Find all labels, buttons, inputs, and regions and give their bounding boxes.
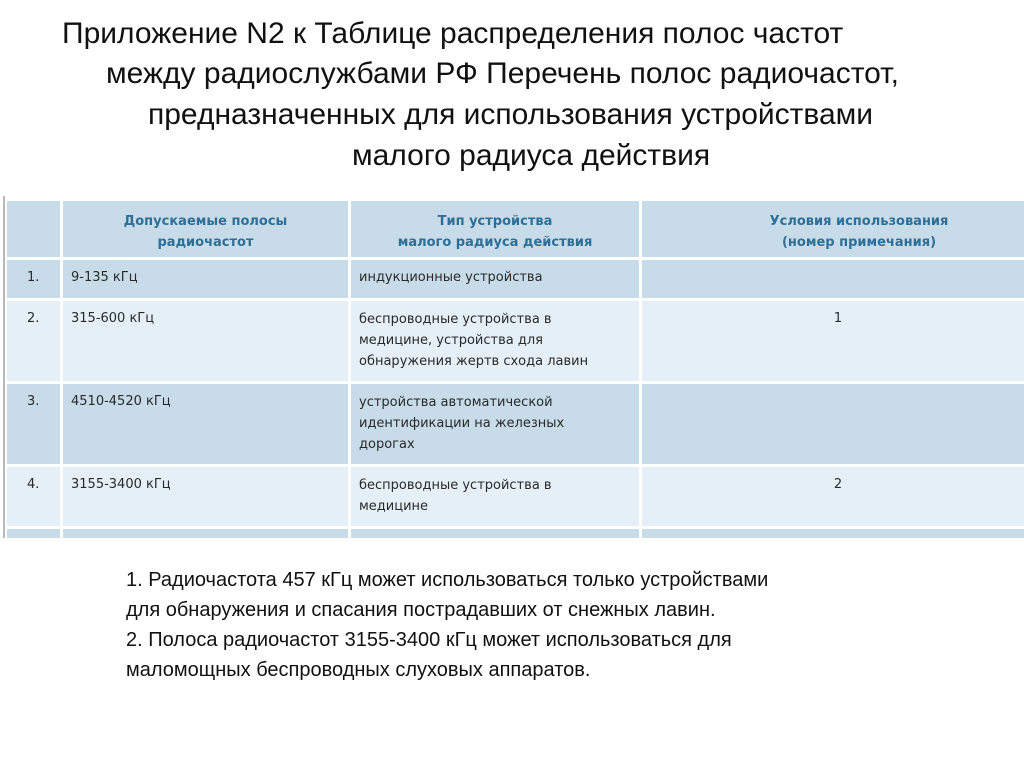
row-2-type [351,301,639,381]
row-5-type-partial [351,529,639,538]
header-conditions [642,201,1024,257]
row-1-type [351,260,639,298]
row-2-type-line-3: обнаружения жертв схода лавин [359,354,589,369]
row-2-type-line-2: медицине, устройства для [359,333,543,348]
row-4-num: 4. [7,467,60,526]
header-bands [63,201,348,257]
row-3-type-line-3: дорогах [359,437,415,452]
row-4-type-line-1: беспроводные устройства в [359,478,552,493]
header-num-cell [7,201,60,257]
row-1-band: 9-135 кГц [63,260,348,298]
title-line-3: предназначенных для использования устройствами [148,98,874,131]
row-5-band-partial [63,529,348,538]
title-line-1: Приложение N2 к Таблице распределения полос частот [62,17,844,50]
header-bands-line-2: радиочастот [157,235,254,250]
header-bands-line-1: Допускаемые полосы [123,214,288,229]
note-2-line-2: маломощных беспроводных слуховых аппаратов. [126,659,591,681]
title-line-2: между радиослужбами РФ Перечень полос радиочастот, [106,57,899,90]
row-2-num: 2. [7,301,60,381]
row-3-type-line-1: устройства автоматической [359,395,553,410]
header-conditions-line-1: Условия использования [769,214,949,229]
row-3-cond [642,384,1024,464]
row-4-cond: 2 [642,467,1024,526]
row-3-type-line-2: идентификации на железных [359,416,565,431]
footnotes [126,565,986,685]
title-line-4: малого радиуса действия [352,139,711,172]
row-1-type-line-1: индукционные устройства [359,270,543,285]
header-conditions-line-2: (номер примечания) [781,235,937,250]
row-5-cond-partial [642,529,1024,538]
row-2-type-line-1: беспроводные устройства в [359,312,552,327]
row-4-type-line-2: медицине [359,499,429,514]
row-2-cond: 1 [642,301,1024,381]
note-2-line-1: 2. Полоса радиочастот 3155-3400 кГц может использоваться для [126,629,732,651]
frequency-table [3,196,1024,538]
row-2-band: 315-600 кГц [63,301,348,381]
header-type-line-2: малого радиуса действия [397,235,593,250]
row-1-num: 1. [7,260,60,298]
row-3-num: 3. [7,384,60,464]
row-1-cond [642,260,1024,298]
note-1-line-1: 1. Радиочастота 457 кГц может использоваться только устройствами [126,569,769,591]
row-4-type [351,467,639,526]
row-5-num-partial [7,529,60,538]
row-3-type [351,384,639,464]
row-3-band: 4510-4520 кГц [63,384,348,464]
row-4-band: 3155-3400 кГц [63,467,348,526]
note-1-line-2: для обнаружения и спасания пострадавших от снежных лавин. [126,599,716,621]
header-type-line-1: Тип устройства [437,214,553,229]
header-type [351,201,639,257]
